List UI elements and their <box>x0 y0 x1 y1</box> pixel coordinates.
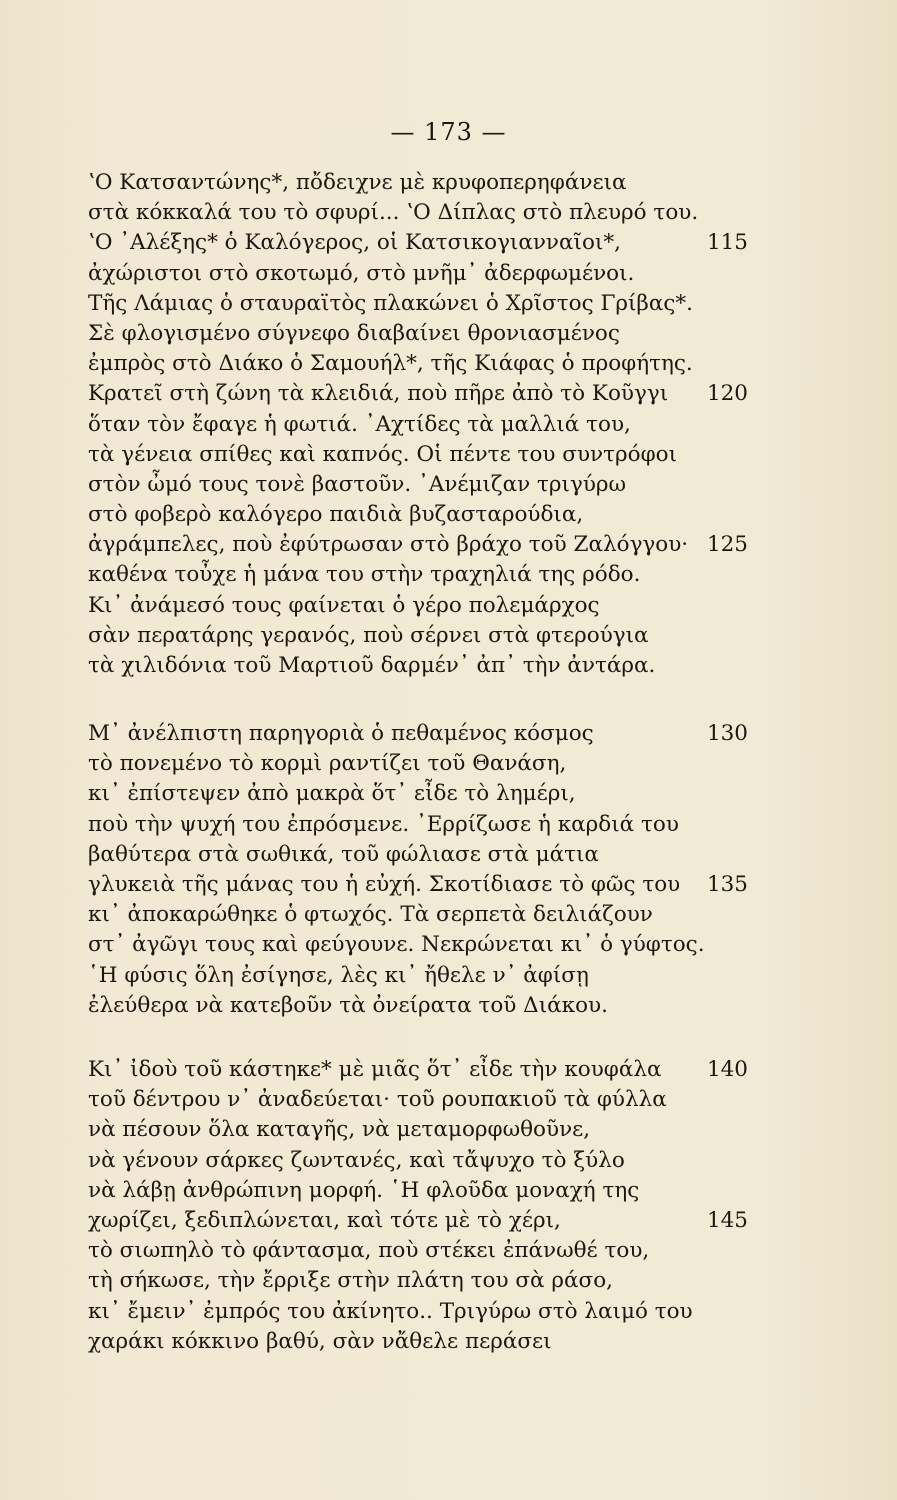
poem-line-text: καθένα τοὖχε ἡ μάνα του στὴν τραχηλιά της ρόδο. <box>88 562 641 588</box>
poem-line-text: νὰ λάβῃ ἀνθρώπινη μορφή. ῾Η φλοῦδα μοναχή της <box>88 1177 640 1203</box>
poem-line <box>88 349 748 379</box>
poem-line <box>88 1206 748 1236</box>
line-number: 145 <box>706 1207 748 1233</box>
poem-line <box>88 1055 748 1085</box>
poem-line-text: Κι᾿ ἀνάμεσό τους φαίνεται ὁ γέρο πολεμάρχος <box>88 592 600 618</box>
poem-line-text: τὸ πονεμένο τὸ κορμὶ ραντίζει τοῦ Θανάση, <box>88 751 567 777</box>
poem-line-text: στὸν ὦμό τους τονὲ βαστοῦν. ᾿Ανέμιζαν τριγύρω <box>88 471 627 497</box>
poem-line-text: κι᾿ ἀποκαρώθηκε ὁ φτωχός. Τὰ σερπετὰ δειλιάζουν <box>88 902 653 928</box>
poem-line <box>88 560 748 590</box>
poem-line-text: ἀχώριστοι στὸ σκοτωμό, στὸ μνῆμ᾿ ἀδερφωμένοι. <box>88 260 635 286</box>
poem-line-text: Μ᾿ ἀνέλπιστη παρηγοριὰ ὁ πεθαμένος κόσμος <box>88 721 594 746</box>
poem-line-text: κι᾿ ἐπίστεψεν ἀπὸ μακρὰ ὅτ᾿ εἶδε τὸ λημέρι, <box>88 781 576 807</box>
poem-line <box>88 228 748 258</box>
poem-line <box>88 900 748 930</box>
poem-line <box>88 840 748 870</box>
poem-line <box>88 168 748 198</box>
poem-line <box>88 810 748 840</box>
poem-line-text: τὰ γένεια σπίθες καὶ καπνός. Οἱ πέντε του συντρόφοι <box>88 441 678 467</box>
poem-line <box>88 319 748 349</box>
poem-line-text: στὰ κόκκαλά του τὸ σφυρί... ʽΟ Δίπλας στὸ πλευρό του. <box>88 200 699 226</box>
poem-line <box>88 500 748 530</box>
poem-line-text: νὰ γένουν σάρκες ζωντανές, καὶ τἄψυχο τὸ ξύλο <box>88 1147 625 1173</box>
poem-line-text: στ᾿ ἀγῶγι τους καὶ φεύγουνε. Νεκρώνεται κι᾿ ὁ γύφτος. <box>88 932 705 958</box>
poem-line-text: ἐλεύθερα νὰ κατεβοῦν τὰ ὀνείρατα τοῦ Διάκου. <box>88 992 608 1018</box>
poem-line-text: Κι᾿ ἰδοὺ τοῦ κάστηκε* μὲ μιᾶς ὅτ᾿ εἶδε τὴν κουφάλα <box>88 1057 662 1082</box>
line-number: 115 <box>706 230 748 256</box>
line-number: 140 <box>706 1057 748 1082</box>
poem-line <box>88 410 748 440</box>
poem-line <box>88 259 748 289</box>
poem-line <box>88 719 748 749</box>
poem-line <box>88 749 748 779</box>
poem-line <box>88 870 748 900</box>
poem-line <box>88 1327 748 1357</box>
poem-line-text: τὸ σιωπηλὸ τὸ φάντασμα, ποὺ στέκει ἐπάνωθέ του, <box>88 1238 650 1264</box>
poem-line <box>88 779 748 809</box>
poem-line <box>88 991 748 1021</box>
poem-line-text: ἀγράμπελες, ποὺ ἐφύτρωσαν στὸ βράχο τοῦ Ζαλόγγου· <box>88 532 689 558</box>
poem-line <box>88 1266 748 1296</box>
line-number: 130 <box>706 721 748 746</box>
poem-line <box>88 470 748 500</box>
poem-line <box>88 379 748 409</box>
poem-line-text: ʽΟ ᾿Αλέξης* ὁ Καλόγερος, οἱ Κατσικογιανναῖοι*, <box>88 230 621 256</box>
poem-line-text: στὸ φοβερὸ καλόγερο παιδιὰ βυζασταρούδια, <box>88 502 584 528</box>
line-number: 125 <box>706 532 748 558</box>
poem-line <box>88 621 748 651</box>
poem-line <box>88 1115 748 1145</box>
poem-line <box>88 591 748 621</box>
poem-line-text: κι᾿ ἔμειν᾿ ἐμπρός του ἀκίνητο.. Τριγύρω στὸ λαιμό του <box>88 1298 693 1324</box>
poem-line <box>88 1297 748 1327</box>
poem-line <box>88 440 748 470</box>
poem-line <box>88 530 748 560</box>
line-number: 120 <box>706 381 748 407</box>
poem-line-text: ῾Η φύσις ὅλη ἐσίγησε, λὲς κι᾿ ἤθελε ν᾿ ἀφίσῃ <box>88 962 589 988</box>
poem-line-text: Σὲ φλογισμένο σύγνεφο διαβαίνει θρονιασμένος <box>88 320 620 346</box>
poem-line-text: γλυκειὰ τῆς μάνας του ἡ εὐχή. Σκοτίδιασε τὸ φῶς του <box>88 871 681 897</box>
poem-line <box>88 961 748 991</box>
poem-line <box>88 289 748 319</box>
poem-line <box>88 930 748 960</box>
poem-line <box>88 1085 748 1115</box>
stanza <box>88 719 748 1021</box>
poem-line-text: χαράκι κόκκινο βαθύ, σὰν νἄθελε περάσει <box>88 1328 552 1354</box>
poem-line <box>88 198 748 228</box>
page-number: — 173 — <box>390 118 507 146</box>
poem-line-text: σὰν περατάρης γερανός, ποὺ σέρνει στὰ φτερούγια <box>88 622 649 648</box>
poem-line-text: Τῆς Λάμιας ὁ σταυραϊτὸς πλακώνει ὁ Χρῖστος Γρίβας*. <box>88 290 694 316</box>
poem-line-text: Κρατεῖ στὴ ζώνη τὰ κλειδιά, ποὺ πῆρε ἀπὸ τὸ Κοῦγγι <box>88 381 669 407</box>
poem-line-text: χωρίζει, ξεδιπλώνεται, καὶ τότε μὲ τὸ χέρι, <box>88 1207 561 1233</box>
poem-line <box>88 1176 748 1206</box>
poem-line <box>88 651 748 681</box>
stanza <box>88 168 748 681</box>
line-number: 135 <box>706 871 748 897</box>
poem-line-text: ὅταν τὸν ἔφαγε ἡ φωτιά. ᾿Αχτίδες τὰ μαλλιά του, <box>88 411 631 437</box>
poem-line <box>88 1146 748 1176</box>
poem-line-text: τὰ χιλιδόνια τοῦ Μαρτιοῦ δαρμέν᾿ ἀπ᾿ τὴν ἀντάρα. <box>88 653 656 678</box>
poem-line <box>88 1236 748 1266</box>
poem-line-text: ποὺ τὴν ψυχή του ἐπρόσμενε. ᾿Ερρίζωσε ἡ καρδιά του <box>88 811 679 837</box>
poem-line-text: τοῦ δέντρου ν᾿ ἀναδεύεται· τοῦ ρουπακιοῦ τὰ φύλλα <box>88 1087 667 1113</box>
poem-line-text: βαθύτερα στὰ σωθικά, τοῦ φώλιασε στὰ μάτια <box>88 841 599 867</box>
stanza <box>88 1055 748 1357</box>
poem-line-text: ἐμπρὸς στὸ Διάκο ὁ Σαμουήλ*, τῆς Κιάφας ὁ προφήτης. <box>88 351 693 377</box>
poem-line-text: νὰ πέσουν ὅλα καταγῆς, νὰ μεταμορφωθοῦνε, <box>88 1117 591 1143</box>
poem-line-text: ʽΟ Κατσαντώνης*, πὄδειχνε μὲ κρυφοπερηφάνεια <box>88 170 627 195</box>
poem-line-text: τὴ σήκωσε, τὴν ἔρριξε στὴν πλάτη του σὰ ράσο, <box>88 1268 613 1294</box>
